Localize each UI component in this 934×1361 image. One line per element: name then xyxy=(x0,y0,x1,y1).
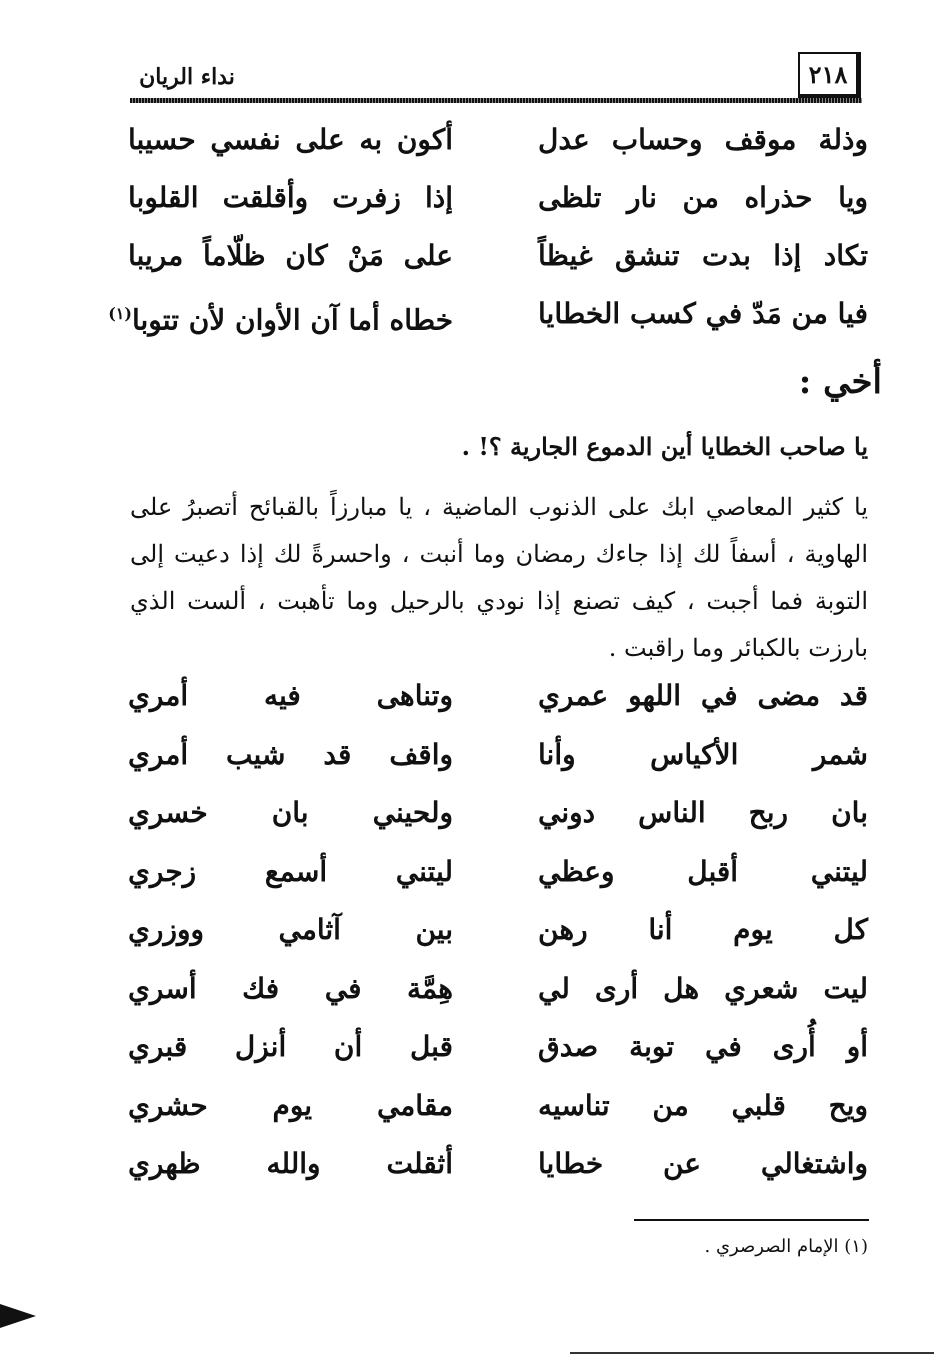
verse-second-hemistich: هِمَّة في فك أسري xyxy=(128,971,453,1005)
verse-second-hemistich xyxy=(108,294,453,340)
verse-first-hemistich: ويا حذراه من نار تلظى xyxy=(538,181,868,214)
footnote: (١) الإمام الصرصري . xyxy=(704,1236,868,1257)
verse-first-hemistich: ليت شعري هل أرى لي xyxy=(538,971,868,1005)
verse-line xyxy=(128,910,868,969)
verse-line xyxy=(128,120,868,178)
verse-line xyxy=(128,969,868,1028)
verse-second-hemistich: قبل أن أنزل قبري xyxy=(128,1030,453,1063)
verse-line xyxy=(128,852,868,911)
verse-line xyxy=(128,735,868,794)
verse-second-hemistich: مقامي يوم حشري xyxy=(128,1088,453,1122)
verse-second-hemistich: بين آثامي ووزري xyxy=(128,913,453,946)
verse-first-hemistich: تكاد إذا بدت تنشق غيظاً xyxy=(538,239,868,272)
verse-line xyxy=(128,793,868,852)
footnote-marker: (١) xyxy=(108,304,132,323)
bottom-edge-line xyxy=(570,1352,934,1354)
poem-first xyxy=(108,120,868,352)
verse-first-hemistich: ويح قلبي من تناسيه xyxy=(538,1088,868,1122)
verse-second-hemistich: ولحيني بان خسري xyxy=(128,796,453,829)
verse-first-hemistich: كل يوم أنا رهن xyxy=(538,913,868,946)
hemistich-text: خطاه أما آن الأوان لأن تتوبا xyxy=(131,303,453,337)
verse-line xyxy=(128,1144,868,1203)
verse-second-hemistich: أثقلت والله ظهري xyxy=(128,1147,453,1180)
footnote-rule xyxy=(634,1219,869,1221)
verse-second-hemistich: إذا زفرت وأقلقت القلوبا xyxy=(128,181,453,214)
prose-paragraph: يا كثير المعاصي ابك على الذنوب الماضية ، يا مبارزاً بالقبائح أتصبرُ على الهاوية ، أسفاً لك إذا جاءك رمضان وما أنبت ، واحسرةً لك إذا دعيت إلى التوبة فما أجبت ، كيف تصنع إذا نودي بالرحيل وما تأهبت ، ألست الذي بارزت بالكبائر وما راقبت . xyxy=(130,493,868,662)
verse-first-hemistich: واشتغالي عن خطايا xyxy=(538,1147,868,1180)
section-heading: أخي : xyxy=(798,362,882,402)
verse-second-hemistich: على مَنْ كان ظلّاماً مريبا xyxy=(128,239,453,272)
verse-line xyxy=(128,1086,868,1145)
verse-first-hemistich: أو أُرى في توبة صدق xyxy=(538,1030,868,1063)
verse-first-hemistich: فيا من مَدّ في كسب الخطايا xyxy=(538,297,868,330)
verse-line xyxy=(108,294,868,352)
section-subheading: يا صاحب الخطايا أين الدموع الجارية ؟! . xyxy=(461,432,868,461)
page-corner-mark xyxy=(0,1304,36,1328)
verse-first-hemistich: ليتني أقبل وعظي xyxy=(538,854,868,888)
verse-second-hemistich: وتناهى فيه أمري xyxy=(128,679,453,712)
verse-first-hemistich: شمر الأكياس وأنا xyxy=(538,737,868,771)
verse-first-hemistich: وذلة موقف وحساب عدل xyxy=(538,123,868,156)
verse-second-hemistich: ليتني أسمع زجري xyxy=(128,854,453,888)
verse-line xyxy=(128,236,868,294)
page-number: ٢١٨ xyxy=(798,52,861,99)
verse-first-hemistich: بان ربح الناس دوني xyxy=(538,796,868,829)
verse-second-hemistich: واقف قد شيب أمري xyxy=(128,737,453,771)
verse-second-hemistich: أكون به على نفسي حسيبا xyxy=(128,123,453,156)
running-title: نداء الريان xyxy=(139,64,235,90)
verse-line xyxy=(128,178,868,236)
poem-second xyxy=(128,676,868,1203)
verse-line xyxy=(128,676,868,735)
header-rule xyxy=(130,98,862,103)
verse-line xyxy=(128,1027,868,1086)
verse-first-hemistich: قد مضى في اللهو عمري xyxy=(538,679,868,712)
